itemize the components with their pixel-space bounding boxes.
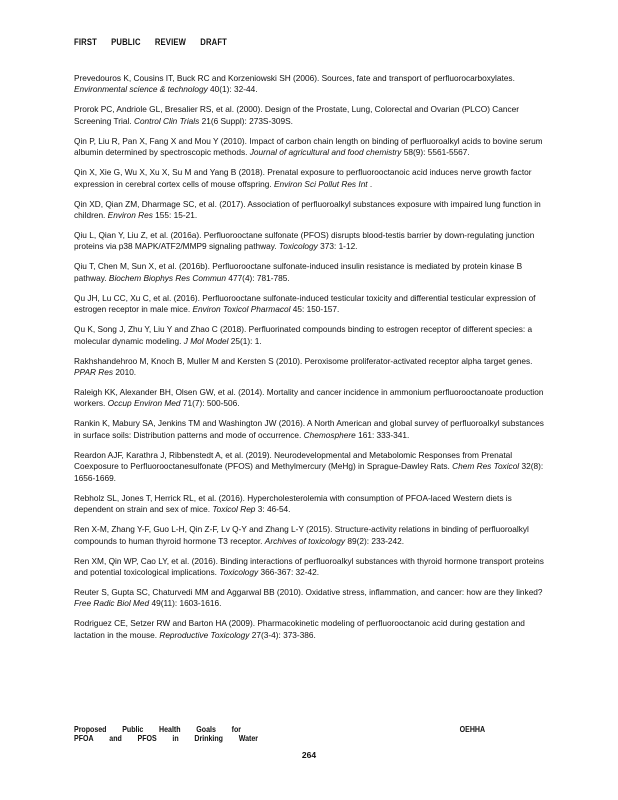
reference-journal: Toxicology bbox=[278, 241, 318, 252]
reference-entry bbox=[74, 167, 552, 190]
reference-entry bbox=[74, 136, 552, 159]
header-word: FIRST bbox=[74, 37, 97, 47]
footer-word: Public bbox=[122, 725, 144, 734]
reference-citation: 161: 333-341. bbox=[355, 429, 410, 440]
reference-citation: 25(1): 1. bbox=[228, 335, 262, 346]
footer-word: Proposed bbox=[74, 725, 107, 734]
reference-text: Qin XD, Qian ZM, Dharmage SC, et al. (2017). Association of perfluoroalkyl substances exposure with impaired lung function in children. bbox=[74, 198, 541, 221]
reference-citation: 45: 150-157. bbox=[290, 304, 340, 315]
reference-entry bbox=[74, 450, 552, 484]
header-word: DRAFT bbox=[200, 37, 228, 47]
reference-text: Reuter S, Gupta SC, Chaturvedi MM and Aggarwal BB (2010). Oxidative stress, inflammation, and cancer: how are they linked? bbox=[74, 586, 543, 597]
reference-text: Qu JH, Lu CC, Xu C, et al. (2016). Perfluorooctane sulfonate-induced testicular toxicity and differential testicular expression of estrogen receptor in male mice. bbox=[74, 292, 536, 315]
reference-text: Raleigh KK, Alexander BH, Olsen GW, et al. (2014). Mortality and cancer incidence in ammonium perfluorooctanoate production workers. bbox=[74, 387, 544, 409]
reference-text: Rebholz SL, Jones T, Herrick RL, et al. (2016). Hypercholesterolemia with consumption of PFOA-laced Western diets is dependent on strain and sex of mice. bbox=[74, 492, 512, 515]
reference-text: Rankin K, Mabury SA, Jenkins TM and Washington JW (2016). A North American and global survey of perfluoroalkyl substances in surface soils: Distribution patterns and mode of occurrence. bbox=[74, 418, 544, 440]
reference-entry bbox=[74, 493, 552, 516]
reference-entry bbox=[74, 73, 552, 96]
reference-journal: Free Radic Biol Med bbox=[74, 598, 150, 609]
reference-journal: Environ Res bbox=[107, 210, 153, 221]
reference-entry bbox=[74, 261, 552, 284]
reference-text: Qin X, Xie G, Wu X, Xu X, Su M and Yang B (2018). Prenatal exposure to perfluorooctanoic acid induces nerve growth factor expression in cerebral cortex cells of mouse offspring. bbox=[74, 167, 532, 189]
reference-journal: J Mol Model bbox=[183, 335, 229, 346]
page-footer bbox=[74, 725, 485, 743]
reference-citation: 58(9): 5561-5567. bbox=[401, 147, 470, 158]
reference-entry bbox=[74, 230, 552, 253]
reference-text: Rodriguez CE, Setzer RW and Barton HA (2009). Pharmacokinetic modeling of perfluorooctanoic acid during gestation and lactation in the mouse. bbox=[74, 618, 525, 640]
reference-citation: 32(8): 1656-1669. bbox=[74, 461, 544, 483]
reference-citation: 21(6 Suppl): 273S-309S. bbox=[199, 115, 293, 126]
reference-journal: Occup Environ Med bbox=[107, 398, 181, 409]
reference-citation: 3: 46-54. bbox=[255, 504, 291, 515]
reference-journal: Toxicology bbox=[219, 566, 259, 577]
reference-citation: 27(3-4): 373-386. bbox=[249, 629, 316, 640]
reference-citation: 71(7): 500-506. bbox=[180, 398, 240, 409]
reference-text: Qin P, Liu R, Pan X, Fang X and Mou Y (2010). Impact of carbon chain length on binding of perfluoroalkyl acids to bovine serum albumin determined by spectroscopic methods. bbox=[74, 135, 543, 158]
reference-citation: 155: 15-21. bbox=[152, 210, 198, 221]
reference-entry bbox=[74, 418, 552, 441]
reference-entry bbox=[74, 356, 552, 379]
reference-entry bbox=[74, 293, 552, 316]
footer-word: and bbox=[109, 734, 122, 743]
page-number: 264 bbox=[301, 750, 317, 760]
reference-citation: 366-367: 32-42. bbox=[258, 566, 320, 577]
reference-text: Qiu L, Qian Y, Liu Z, et al. (2016a). Perfluorooctane sulfonate (PFOS) disrupts blood-testis barrier by down-regulating junction proteins via p38 MAPK/ATF2/MMP9 signaling pathway. bbox=[74, 230, 535, 252]
header-word: PUBLIC bbox=[111, 37, 141, 47]
footer-word: PFOA bbox=[74, 734, 94, 743]
footer-word: Health bbox=[159, 725, 181, 734]
reference-citation: 2010. bbox=[113, 367, 137, 378]
draft-header bbox=[74, 37, 239, 47]
reference-journal: Biochem Biophys Res Commun bbox=[108, 272, 227, 283]
reference-journal: Environ Sci Pollut Res Int bbox=[274, 178, 368, 189]
reference-entry bbox=[74, 387, 552, 410]
reference-entry bbox=[74, 524, 552, 547]
reference-citation: 89(2): 233-242. bbox=[345, 535, 405, 546]
reference-entry bbox=[74, 618, 552, 641]
reference-list bbox=[74, 73, 552, 650]
reference-entry bbox=[74, 587, 552, 610]
reference-entry bbox=[74, 104, 552, 127]
reference-text: Qu K, Song J, Zhu Y, Liu Y and Zhao C (2018). Perfluorinated compounds binding to estrogen receptor of different species: a molecular dynamic modeling. bbox=[74, 324, 533, 346]
reference-text: Rakhshandehroo M, Knoch B, Muller M and Kersten S (2010). Peroxisome proliferator-activated receptor alpha target genes. bbox=[74, 355, 533, 366]
footer-word: Water bbox=[238, 734, 259, 743]
footer-word: Drinking bbox=[194, 734, 223, 743]
reference-journal: Chem Res Toxicol bbox=[452, 461, 520, 472]
reference-text: Ren XM, Qin WP, Cao LY, et al. (2016). Binding interactions of perfluoroalkyl substances with thyroid hormone transport proteins and potential toxicological implications. bbox=[74, 555, 544, 577]
reference-text: Prorok PC, Andriole GL, Bresalier RS, et al. (2000). Design of the Prostate, Lung, Colorectal and Ovarian (PLCO) Cancer Screening Trial. bbox=[74, 104, 520, 126]
reference-journal: Journal of agricultural and food chemistry bbox=[249, 147, 402, 158]
header-word: REVIEW bbox=[154, 37, 187, 47]
reference-text: Qiu T, Chen M, Sun X, et al. (2016b). Perfluorooctane sulfonate-induced insulin resistance is mediated by protein kinase B pathway. bbox=[74, 261, 523, 283]
reference-citation: 373: 1-12. bbox=[317, 241, 358, 252]
reference-entry bbox=[74, 556, 552, 579]
reference-journal: Chemosphere bbox=[303, 429, 356, 440]
reference-journal: Reproductive Toxicology bbox=[159, 629, 250, 640]
footer-title-line-2 bbox=[74, 734, 418, 743]
reference-entry bbox=[74, 199, 552, 222]
reference-entry bbox=[74, 324, 552, 347]
reference-text: Prevedouros K, Cousins IT, Buck RC and Korzeniowski SH (2006). Sources, fate and transport of perfluorocarboxylates. bbox=[74, 73, 515, 83]
reference-text: Reardon AJF, Karathra J, Ribbenstedt A, et al. (2019). Neurodevelopmental and Metabolomic Responses from Prenatal Coexposure to Perfluorooctanesulfonate (PFOS) and Methylmercury (MeHg) in Sprague-Dawley Rats. bbox=[74, 449, 513, 472]
reference-journal: PPAR Res bbox=[74, 367, 114, 378]
reference-citation: 40(1): 32-44. bbox=[207, 84, 258, 95]
footer-agency: OEHHA bbox=[459, 725, 486, 734]
footer-word: PFOS bbox=[137, 734, 157, 743]
footer-word: for bbox=[231, 725, 242, 734]
reference-text: Ren X-M, Zhang Y-F, Guo L-H, Qin Z-F, Lv Q-Y and Zhang L-Y (2015). Structure-activity relations in binding of perfluoroalkyl compounds to human thyroid hormone T3 receptor. bbox=[74, 524, 529, 546]
reference-citation: 49(11): 1603-1616. bbox=[149, 598, 222, 609]
footer-word: in bbox=[172, 734, 179, 743]
reference-citation: 477(4): 781-785. bbox=[226, 272, 290, 283]
reference-journal: Toxicol Rep bbox=[212, 504, 256, 515]
reference-journal: Control Clin Trials bbox=[133, 115, 200, 126]
reference-journal: Environmental science & technology bbox=[74, 84, 208, 95]
reference-journal: Archives of toxicology bbox=[264, 535, 346, 546]
reference-journal: Environ Toxicol Pharmacol bbox=[192, 304, 291, 315]
reference-citation: . bbox=[367, 178, 373, 189]
footer-title-line-1 bbox=[74, 725, 418, 734]
footer-word: Goals bbox=[196, 725, 216, 734]
